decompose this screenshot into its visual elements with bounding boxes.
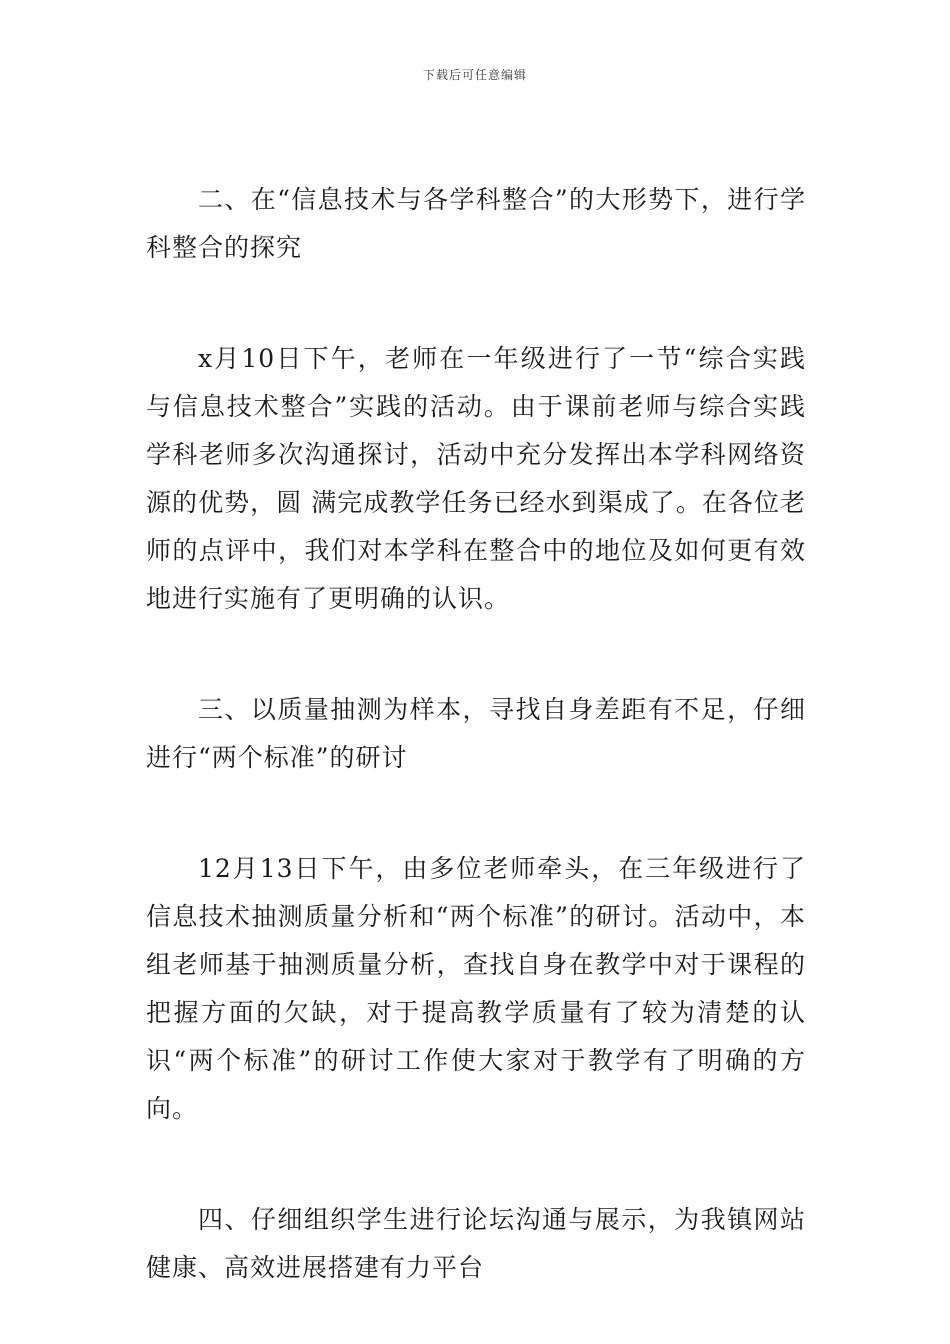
section-heading-4: 四、仔细组织学生进行论坛沟通与展示，为我镇网站健康、高效进展搭建有力平台 bbox=[146, 1205, 806, 1282]
body-paragraph-quality-analysis: 12月13日下午，由多位老师牵头，在三年级进行了信息技术抽测质量分析和“两个标准”的研讨。活动中，本组老师基于抽测质量分析，查找自身在教学中对于课程的把握方面的欠缺，对于提高教学质量有了较为清楚的认识“两个标准”的研讨工作使大家对于教学有了明确的方向。 bbox=[146, 854, 806, 1123]
document-body bbox=[146, 176, 806, 1292]
section-heading-2: 二、在“信息技术与各学科整合”的大形势下，进行学科整合的探究 bbox=[146, 185, 806, 262]
body-paragraph-integration-activity: x月10日下午，老师在一年级进行了一节“综合实践与信息技术整合”实践的活动。由于课前老师与综合实践学科老师多次沟通探讨，活动中充分发挥出本学科网络资源的优势，圆 满完成教学任务已经水到渠成了。在各位老师的点评中，我们对本学科在整合中的地位及如何更有效地进行实施有了更明确的认识。 bbox=[146, 344, 806, 613]
page-header-note: 下载后可任意编辑 bbox=[422, 68, 527, 82]
section-heading-3: 三、以质量抽测为样本，寻找自身差距有不足，仔细进行“两个标准”的研讨 bbox=[146, 695, 806, 772]
